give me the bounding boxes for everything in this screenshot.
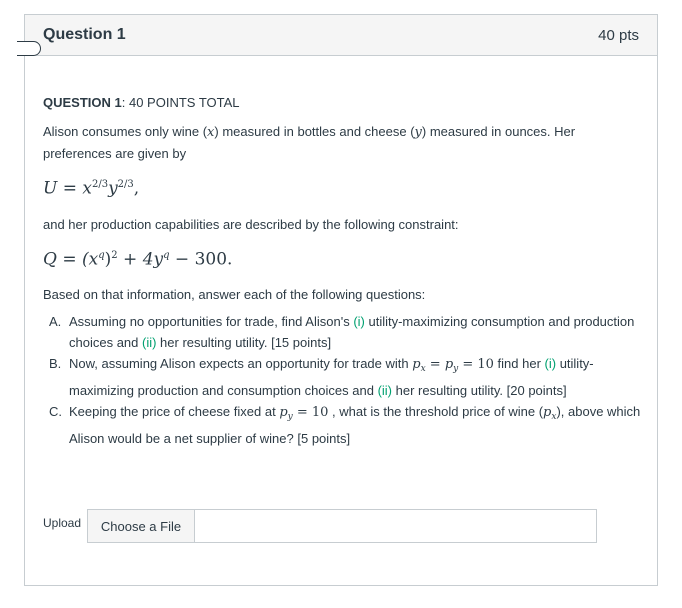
sub-question-a: A. Assuming no opportunities for trade, find Alison's (i) utility-maximizing consumption and production choices and (ii) her resulting utility. [15 points] [49,314,635,351]
bookmark-flag-icon[interactable] [17,41,41,56]
question-header [25,15,657,56]
intro-text: Alison consumes only wine (x) measured in bottles and cheese (y) measured in ounces. Her preferences are given by [43,124,576,161]
constraint-equation: $Q = (x^q)^2 + 4y^q - 300$. [43,249,233,270]
choose-file-button[interactable]: Choose a File [88,510,195,542]
question-heading: QUESTION 1: 40 POINTS TOTAL [43,95,240,110]
constraint-text: and her production capabilities are described by the following constraint: [43,216,459,232]
sub-question-b: B. Now, assuming Alison expects an opportunity for trade with $p_x = p_y = 10$ find her (i) utility-maximizing production and consumption choices and (ii) her resulting utility. [20 points] [49,356,594,399]
sub-question-c: C. Keeping the price of cheese fixed at $p_y = 10$ , what is the threshold price of wine $(p_x)$, above which Alison would be a net supplier of wine? [5 points] [49,404,641,447]
question-title: Question 1 [43,26,126,43]
question-body [43,77,641,449]
file-name-display [195,510,596,542]
instruction-text: Based on that information, answer each of the following questions: [43,287,426,303]
sub-questions [43,311,641,449]
question-card [24,14,658,586]
upload-label: Upload [43,516,82,530]
utility-equation: $U = x^{2/3}y^{2/3}$, [43,178,140,199]
upload-row [43,509,597,543]
question-points: 40 pts [598,26,639,44]
file-upload-field[interactable] [87,509,597,543]
